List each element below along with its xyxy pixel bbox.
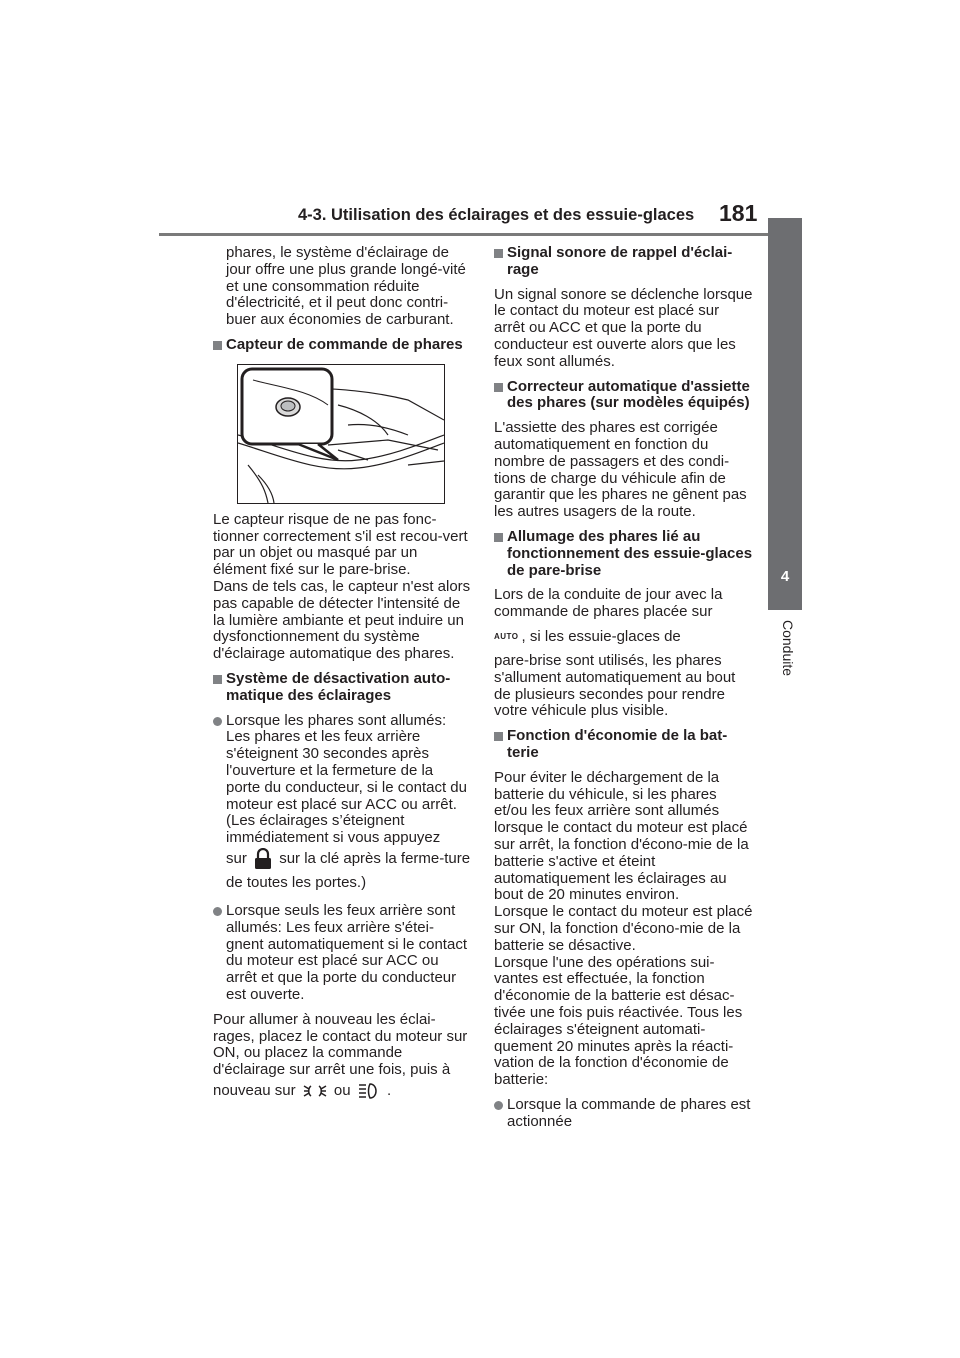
battery-text-3: Lorsque l'une des opérations sui-vantes est effectuée, la fonction d'économie de la batterie est désac-tivée une fois puis réactivée. Tous les éclairages s'éteignent automati-quement 20 minutes après la réacti-vation de la fonction d'économie de batterie:	[494, 953, 743, 1089]
buzzer-heading: Signal sonore de rappel d'éclai-rage	[494, 245, 754, 279]
square-bullet-icon	[213, 675, 222, 684]
round-bullet-icon	[494, 1101, 503, 1110]
square-bullet-icon	[494, 383, 503, 392]
wiper-auto-line: AUTO , si les essuie-glaces de	[494, 625, 754, 649]
sensor-text-2: Dans de tels cas, le capteur n'est alors pas capable de détecter l'intensité de la lumière ambiante et peut induire un dysfonctionnement du système d'éclairage automatique des phares.	[213, 577, 471, 663]
sensor-illustration	[237, 364, 445, 504]
chapter-tab	[768, 218, 802, 610]
round-bullet-icon	[213, 907, 222, 916]
lock-icon	[254, 848, 272, 870]
relight-text: Pour allumer à nouveau les éclai-rages, placez le contact du moteur sur ON, ou placez la commande d'éclairage sur arrêt une fois, puis à	[213, 1010, 468, 1079]
battery-text-2: Lorsque le contact du moteur est placé sur ON, la fonction d'écono-mie de la batterie se désactive.	[494, 903, 753, 954]
bullet-tail-lights: Lorsque seuls les feux arrière sont allumés: Les feux arrière s'étei-gnent automatiquement si le contact du moteur est placé sur ACC ou arrêt et que la porte du conducteur est ouverte.	[213, 903, 471, 1004]
header-rule	[159, 233, 800, 236]
buzzer-text: Un signal sonore se déclenche lorsque le contact du moteur est placé sur arrêt ou ACC et que la porte du conducteur est ouverte alors que les feux sont allumés.	[494, 285, 753, 370]
auto-off-heading: Système de désactivation auto-matique des éclairages	[213, 671, 471, 705]
wiper-text-1: Lors de la conduite de jour avec la commande de phares placée sur	[494, 586, 723, 621]
tail-lights-icon	[303, 1083, 327, 1099]
wiper-text-3: pare-brise sont utilisés, les phares s'allument automatiquement au bout de plusieurs secondes pour rendre votre véhicule plus visible.	[494, 651, 736, 720]
sensor-heading: Capteur de commande de phares	[213, 337, 471, 354]
round-bullet-icon	[213, 717, 222, 726]
headlights-icon	[358, 1082, 380, 1100]
leveling-heading: Correcteur automatique d'assiette des phares (sur modèles équipés)	[494, 379, 754, 413]
section-title: 4-3. Utilisation des éclairages et des essuie-glaces	[298, 206, 695, 224]
bullet-switch-operated: Lorsque la commande de phares est actionnée	[494, 1097, 754, 1131]
wiper-heading: Allumage des phares lié au fonctionnement des essuie-glaces de pare-brise	[494, 529, 754, 579]
windshield-sensor-illustration	[238, 365, 444, 503]
running-header	[298, 200, 798, 234]
square-bullet-icon	[494, 732, 503, 741]
intro-text: phares, le système d'éclairage de jour offre une plus grande longé-vité et une consommation réduite d'électricité, et il peut donc contri-buer aux économies de carburant.	[226, 244, 466, 329]
leveling-text: L'assiette des phares est corrigée automatiquement en fonction du nombre de passagers et des condi-tions de charge du véhicule afin de garantir que les phares ne gênent pas les autres usagers de la route.	[494, 419, 747, 521]
sensor-text: Le capteur risque de ne pas fonc-tionner correctement s'il est recou-vert par un objet ou masqué par un élément fixé sur le pare-brise.	[213, 510, 468, 579]
square-bullet-icon	[494, 533, 503, 542]
battery-text-1: Pour éviter le déchargement de la batterie du véhicule, si les phares et/ou les feux arrière sont allumés lorsque le contact du moteur est placé sur arrêt, la fonction d'écono-mie de la batterie s'active et éteint automatiquement les éclairages au bout de 20 minutes environ.	[494, 768, 749, 904]
bullet-headlights-on: Lorsque les phares sont allumés: Les phares et les feux arrière s'éteignent 30 secondes après l'ouverture et la fermeture de la porte du conducteur, si le contact du moteur est placé sur ACC ou arrêt. (Les éclairages s’éteignent immédiatement si vous appuyez sur sur la clé après la ferme-ture de toutes les portes.)	[213, 713, 471, 895]
right-column	[494, 245, 754, 1138]
square-bullet-icon	[213, 341, 222, 350]
chapter-number: 4	[780, 568, 790, 585]
relight-end: nouveau sur ou .	[213, 1081, 392, 1099]
chapter-label: Conduite	[780, 620, 796, 677]
page-number: 181	[719, 200, 758, 226]
square-bullet-icon	[494, 249, 503, 258]
battery-heading: Fonction d'économie de la bat-terie	[494, 728, 754, 762]
auto-icon: AUTO	[494, 631, 519, 641]
left-column	[213, 245, 471, 1103]
